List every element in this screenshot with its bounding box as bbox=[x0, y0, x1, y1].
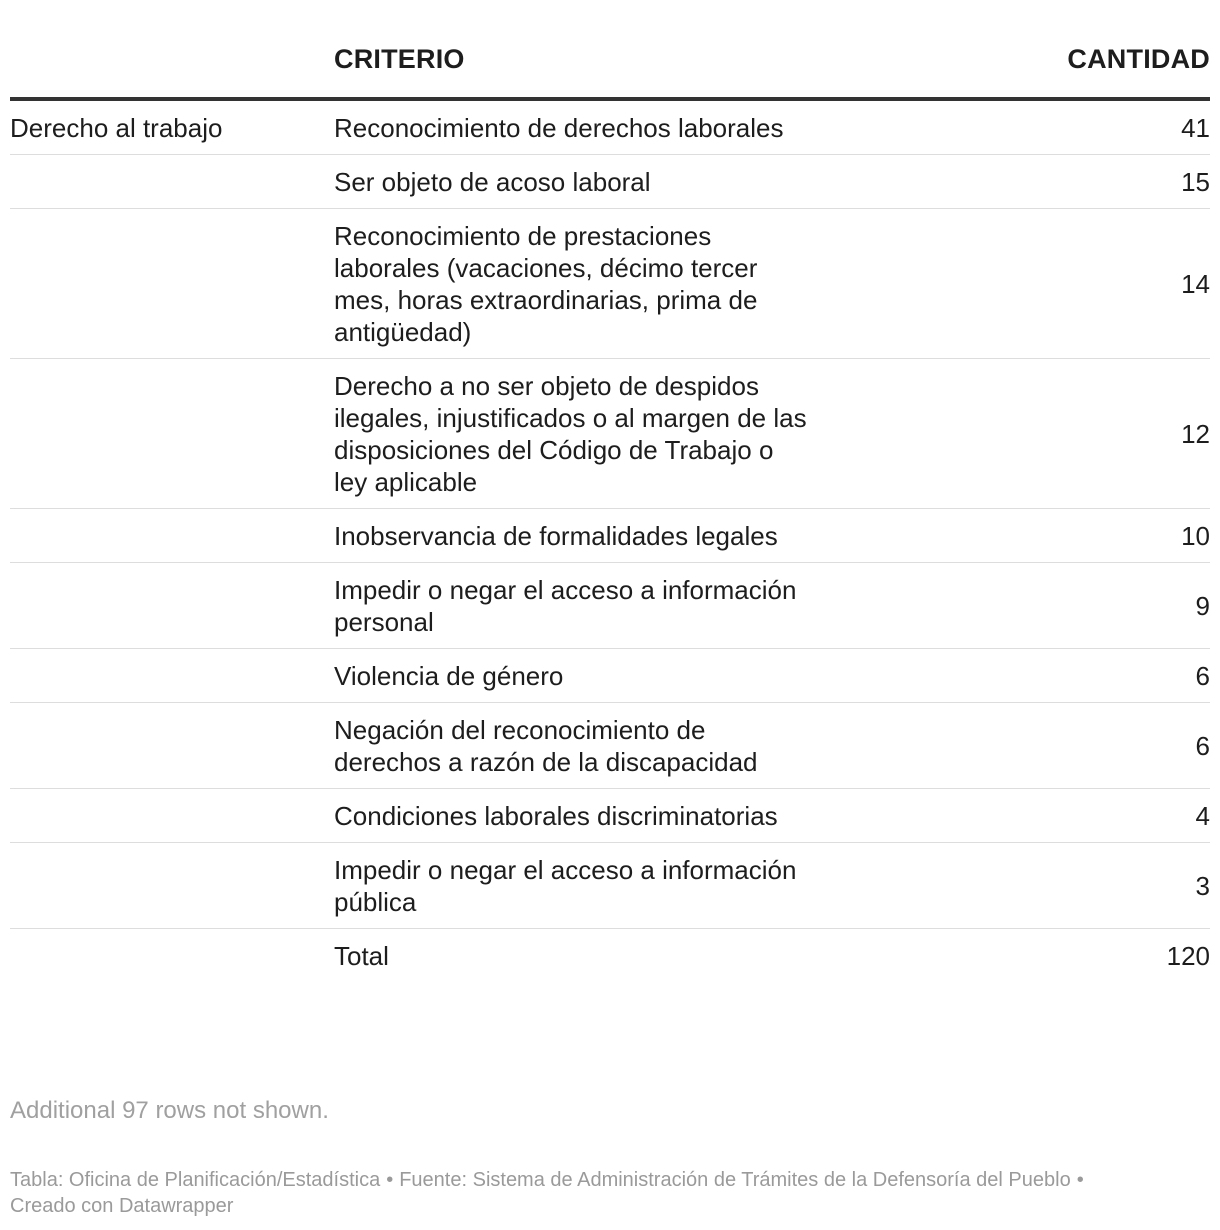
column-header-category bbox=[10, 0, 334, 99]
table-row bbox=[10, 563, 1210, 649]
cell-criterio: Reconocimiento de prestaciones laborales (vacaciones, décimo tercer mes, horas extraordinarias, prima de antigüedad) bbox=[334, 209, 814, 359]
cell-criterio: Total bbox=[334, 941, 389, 971]
table-row bbox=[10, 843, 1210, 929]
table-body bbox=[10, 99, 1210, 982]
cell-criterio: Ser objeto de acoso laboral bbox=[334, 155, 814, 209]
cell-cantidad: 6 bbox=[814, 703, 1210, 789]
cell-criterio: Derecho a no ser objeto de despidos ilegales, injustificados o al margen de las disposiciones del Código de Trabajo o ley aplicable bbox=[334, 359, 814, 509]
cell-category bbox=[10, 843, 334, 929]
data-table-container bbox=[10, 0, 1210, 982]
footer-data-source: Fuente: Sistema de Administración de Trámites de la Defensoría del Pueblo bbox=[399, 1169, 1071, 1191]
cell-category bbox=[10, 155, 334, 209]
cell-cantidad: 41 bbox=[814, 99, 1210, 155]
column-header-cantidad: CANTIDAD bbox=[814, 0, 1210, 99]
cell-cantidad: 120 bbox=[1166, 941, 1210, 971]
footer-separator: • bbox=[386, 1169, 394, 1191]
cell-category bbox=[10, 789, 334, 843]
table-row bbox=[10, 509, 1210, 563]
cell-category bbox=[10, 509, 334, 563]
cell-criterio: Condiciones laborales discriminatorias bbox=[334, 789, 814, 843]
footer-separator: • bbox=[1076, 1169, 1084, 1191]
footer-credit: Creado con Datawrapper bbox=[10, 1195, 234, 1217]
cell-criterio: Reconocimiento de derechos laborales bbox=[334, 99, 814, 155]
footer-table-source: Tabla: Oficina de Planificación/Estadística bbox=[10, 1169, 381, 1191]
cell-cantidad: 14 bbox=[814, 209, 1210, 359]
header-row bbox=[10, 0, 1210, 99]
table-header bbox=[10, 0, 1210, 99]
cell-criterio: Impedir o negar el acceso a información pública bbox=[334, 843, 814, 929]
table-row bbox=[10, 359, 1210, 509]
cell-category bbox=[10, 359, 334, 509]
cell-category bbox=[10, 209, 334, 359]
column-header-criterio: CRITERIO bbox=[334, 0, 814, 99]
cell-cantidad: 9 bbox=[814, 563, 1210, 649]
cell-category bbox=[10, 563, 334, 649]
table-row bbox=[10, 789, 1210, 843]
cell-cantidad: 6 bbox=[814, 649, 1210, 703]
cell-cantidad: 12 bbox=[814, 359, 1210, 509]
footer-credits bbox=[10, 1167, 1210, 1219]
cell-criterio: Inobservancia de formalidades legales bbox=[334, 509, 814, 563]
cell-criterio: Violencia de género bbox=[334, 649, 814, 703]
cell-criterio: Impedir o negar el acceso a información personal bbox=[334, 563, 814, 649]
table-row bbox=[10, 99, 1210, 155]
table-row bbox=[10, 703, 1210, 789]
table-row bbox=[10, 649, 1210, 703]
table-row bbox=[10, 155, 1210, 209]
data-table bbox=[10, 0, 1210, 982]
cell-cantidad: 10 bbox=[814, 509, 1210, 563]
cell-category bbox=[10, 649, 334, 703]
cell-category bbox=[10, 929, 334, 983]
cell-cantidad: 3 bbox=[814, 843, 1210, 929]
cell-criterio: Negación del reconocimiento de derechos a razón de la discapacidad bbox=[334, 703, 814, 789]
cell-cantidad: 15 bbox=[814, 155, 1210, 209]
table-row bbox=[10, 209, 1210, 359]
cell-category bbox=[10, 703, 334, 789]
rows-not-shown-note: Additional 97 rows not shown. bbox=[10, 1097, 329, 1124]
cell-category: Derecho al trabajo bbox=[10, 99, 334, 155]
cell-cantidad: 4 bbox=[814, 789, 1210, 843]
total-row bbox=[10, 929, 1210, 983]
